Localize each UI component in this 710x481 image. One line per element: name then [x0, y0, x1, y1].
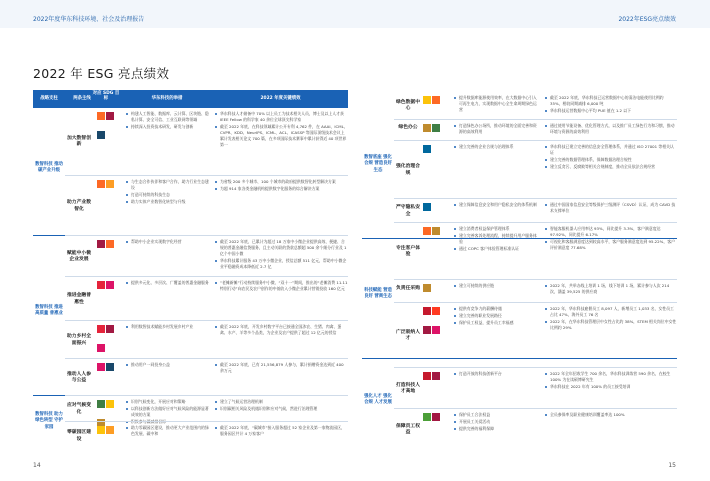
measures-list — [126, 324, 210, 331]
sdg-icons — [423, 227, 449, 246]
report-title: 2022年度华东科技环境、社会及治理报告 — [33, 16, 145, 23]
measure-item: 提供多元化、多层次、广覆盖的普惠金融服务 — [126, 280, 210, 286]
kpi-list — [545, 371, 677, 391]
kpi-item: 全员参保率及职业健康培训覆盖率达 100% — [545, 412, 677, 418]
table-row — [65, 276, 348, 320]
pillar-title: 科技赋能 营造良好 营商生态 — [364, 288, 392, 300]
row-label: 广泛吸纳人才 — [396, 329, 420, 342]
row-label: 负责任采购 — [396, 285, 420, 291]
sdg-icons — [423, 372, 449, 391]
sdg-icons — [97, 281, 121, 300]
sdg-icons — [97, 240, 121, 259]
measure-item: 持续深入投资技术研发，研发与创新 — [126, 124, 210, 130]
measures-list — [126, 239, 210, 246]
sdg9-icon — [97, 112, 105, 120]
sdg-icons — [423, 203, 449, 222]
measure-item: 提供完善的福利保障 — [454, 426, 540, 432]
sdg11-icon — [106, 180, 114, 188]
sdg8-icon — [432, 372, 440, 380]
right-kpi-table — [362, 92, 677, 449]
sdg16-icon — [423, 145, 431, 153]
kpi-list — [545, 144, 677, 171]
kpi-list — [545, 202, 677, 215]
sdg-icons — [97, 426, 121, 445]
sdg10-icon — [106, 281, 114, 289]
row-label: 严守隐私安全 — [396, 205, 420, 217]
sdg-icons — [423, 307, 449, 345]
sdg8-icon — [423, 326, 431, 334]
header-mainline: 两条主线 — [73, 96, 91, 101]
measure-item: 开展员工关爱活动 — [454, 419, 540, 425]
measure-item: 帮助中小企业实现数字化经营 — [126, 239, 210, 245]
kpi-item: 为省级 200 多个城市、100 个城市的政府提供数智化转型解决方案 — [215, 179, 348, 185]
kpi-item: 截至 2022 年底，开发乡村数字平台已接通全国涉农、生猪、肉禽、蛋禽、水产、羊等多个品类，为企业及农户提供了超过 12 亿元的授信 — [215, 324, 348, 336]
measures-list — [126, 179, 210, 206]
kpi-item: 建立反贪污、反腐败等相关合规制度，推动全员依法合规经营 — [545, 164, 677, 170]
sdg4-icon — [423, 372, 431, 380]
sdg10-icon — [97, 344, 105, 352]
kpi-item: 建立了气候运营治理机制 — [215, 399, 348, 405]
table-row — [65, 108, 348, 175]
kpi-list — [215, 280, 348, 293]
table-row — [394, 140, 677, 198]
measure-item: 以科技创新方法做好应对气候风险的能源显著成效的方案 — [126, 406, 210, 418]
sdg7-icon — [423, 96, 431, 104]
kpi-list — [215, 179, 348, 193]
row-label: 绿色办公 — [398, 124, 418, 130]
sdg8-icon — [106, 112, 114, 120]
measure-item: 建立可持续的供应链 — [454, 283, 540, 289]
sdg5-icon — [432, 307, 440, 315]
kpi-list — [215, 399, 348, 413]
kpi-item: 2022 年，共举办线上培训 1 场，线下培训 1 场，累计参与人次 214 次，涵盖 39,525 的供应商 — [545, 283, 677, 295]
header-kpi: 2022 年度关键绩效 — [260, 96, 301, 101]
row-label: 强化治理合规 — [396, 164, 420, 176]
sdg11-icon — [106, 426, 114, 434]
table-row — [394, 302, 677, 367]
measure-item: 利用数智技术赋能乡村发展乡村产业 — [126, 324, 210, 330]
table-row — [65, 395, 348, 425]
kpi-item: 华东科技已建立完善的信息安全管理体系，并通过 ISO 27001 等相关认证 — [545, 144, 677, 156]
row-label: 零碳园区建设 — [67, 430, 91, 442]
row-label: 赋能中小微企业发展 — [67, 250, 91, 263]
measure-item: 建立完善的企业合规与治理体系 — [454, 144, 540, 150]
table-row — [394, 119, 677, 140]
sdg7-icon — [97, 426, 105, 434]
kpi-item: 智能客服机器人应用率达 93%，同比提升 3.3%，客户满意度达 97.92%，同比提升 6.17% — [545, 226, 677, 238]
left-kpi-table — [33, 90, 348, 449]
page-number-right: 15 — [668, 462, 676, 469]
row-label: 推动人人参与公益 — [67, 371, 91, 384]
kpi-list — [215, 324, 348, 337]
section-title: 2022年ESG亮点绩效 — [618, 16, 676, 23]
measures-list — [454, 202, 540, 209]
sdg-icons — [423, 145, 449, 164]
sdg13-icon — [432, 124, 440, 132]
table-row — [65, 175, 348, 235]
kpi-list — [215, 239, 348, 271]
measure-item: 保护员工合法权益 — [454, 412, 540, 418]
measures-list — [126, 280, 210, 287]
kpi-item: 识别碳相关风险及机遇识别和应对气候，然进行治理管理 — [215, 406, 348, 412]
sdg-icons — [97, 363, 121, 382]
header-sdg: 对应 SDG 目标 — [92, 91, 120, 102]
table-row — [394, 198, 677, 222]
measure-item: 打造开放的科技创新平台 — [454, 371, 540, 377]
header-measures: 华东科技的举措 — [151, 96, 183, 101]
sdg7-icon — [106, 400, 114, 408]
pillar-title: 数智科技 推进高质量 普惠业 — [35, 305, 63, 317]
measures-list — [454, 123, 540, 136]
sdg1-icon — [97, 325, 105, 333]
table-row — [394, 222, 677, 279]
row-label: 打造科技人才高地 — [396, 382, 420, 395]
measure-item: 建立消费者权益保护管理体系 — [454, 226, 540, 232]
sdg9-icon — [432, 96, 440, 104]
sdg12-icon — [432, 227, 440, 235]
sdg4-icon — [423, 307, 431, 315]
measure-item: 提供有竞争力的薪酬待遇 — [454, 306, 540, 312]
measure-item: 通过 COPC 客户体验管理标准认证 — [454, 246, 540, 252]
pillar-title: 数智底座 强化合规 营造良好生态 — [364, 155, 392, 173]
kpi-list — [215, 111, 348, 149]
table-row — [65, 320, 348, 358]
sdg16-icon — [423, 203, 431, 211]
measure-item: 建立完善客诉处理流程，持续提升用户服务体验 — [454, 233, 540, 245]
pillar-title: 强化人才 强化合规 人才发展 — [364, 393, 392, 405]
measure-item: 打造可持续的科技生态 — [126, 192, 210, 198]
pillar-title: 数智科技 助力绿色转型 守护家园 — [35, 412, 63, 430]
page-title: 2022 年 ESG 亮点绩效 — [33, 66, 170, 81]
kpi-item: 可视化和客服满意度达到较高水平，客户服务满意度达到 95.22%，客户评价满意度 77.68% — [545, 239, 677, 251]
row-label: 应对气候变化 — [67, 403, 91, 415]
kpi-item: 为超 914 家各类金融机构提供数字化服务的综合解决方案 — [215, 186, 348, 192]
kpi-item: 通过中国国家信息安全等级保护三级测评（CSVD）认证，成为 CAVD 技术支撑单位 — [545, 202, 677, 214]
kpi-item: 截至 2022 年底，已有 21,556,879 人参与，累计捐赠资金达到近 400 余万元 — [215, 362, 348, 374]
sdg9-icon — [97, 180, 105, 188]
measures-list — [454, 95, 540, 114]
kpi-list — [545, 123, 677, 136]
row-label: 专注客户体验 — [396, 245, 420, 258]
sdg17-icon — [97, 131, 105, 139]
measure-item: 积极参与碳减排目标 — [126, 419, 210, 425]
kpi-list — [545, 412, 677, 419]
measure-item: 构建人工智能、数据库、云计算、区块链、隐私计算、安全可信、工业互联网等领域 — [126, 111, 210, 123]
measures-list — [126, 111, 210, 131]
measure-item: 与生态合作伙伴和客户合作，助力行业生态建设 — [126, 179, 210, 191]
kpi-item: 华东科技在 2022 年有 100% 的员工接受培训 — [545, 384, 677, 390]
sdg12-icon — [423, 284, 431, 292]
kpi-item: “老摊新摊”行动持续服务中小微、“双十一”期间，推出的“老摊消费 11.11 特别行动”向农民及农户创作的中低收入小微企业累计营销投放 160 亿元 — [215, 280, 348, 292]
kpi-item: 华东科技累计服务 43 万中小微企业，授信总额 511 亿元，帮助中小微企业平稳融资成本降低近 2.7 亿 — [215, 258, 348, 270]
kpi-list — [215, 425, 348, 438]
measures-list — [454, 306, 540, 327]
measure-item: 提升数据库能源使用效率，在大数据中心引入可再生电力，实现数据中心全生命周期绿色运营 — [454, 95, 540, 113]
sdg1-icon — [97, 281, 105, 289]
measures-list — [454, 412, 540, 433]
sdg-icons — [423, 96, 449, 115]
sdg-icons — [97, 180, 121, 199]
sdg-icons — [423, 413, 449, 432]
table-row — [394, 408, 677, 449]
measures-list — [454, 283, 540, 290]
kpi-item: 建立完善的数据管理体系，保障数据治理合规性 — [545, 157, 677, 163]
kpi-list — [545, 283, 677, 296]
table-row — [65, 358, 348, 395]
measures-list — [454, 144, 540, 151]
row-label: 加大数智创新 — [67, 135, 91, 148]
sdg10-icon — [97, 363, 105, 371]
page-number-left: 14 — [33, 462, 41, 469]
sdg8-icon — [106, 325, 114, 333]
measure-item: 打造绿色办公场所，推动环境的全面完善和资源的高效利用 — [454, 123, 540, 135]
sdg-icons — [423, 284, 449, 303]
measure-item: 助力实体产业数智化转型与升级 — [126, 199, 210, 205]
kpi-item: 截至 2022 年底，“碳城市”接入服务超过 52 家企业及第一家物流园区，服务园区共计 4 万家客户 — [215, 425, 348, 437]
sdg12-icon — [423, 124, 431, 132]
kpi-item: 2022 年，华东科技雇佣员工 8,097 人，新增员工 1,033 名，女性员工占比 47%，海外员工 76 名 — [545, 306, 677, 318]
kpi-item: 截至 2022 年底，华东科技已运营数据中心的清洁电能使用比例约 35%，相较同期减排 6,000 吨 — [545, 95, 677, 107]
sdg9-icon — [106, 240, 114, 248]
row-label: 助力产业数智化 — [67, 200, 91, 212]
table-row — [394, 367, 677, 408]
kpi-item: 2022 年，在华东科技管理层中女性占比约 38%，STEM 相关岗位中女性比例约 29% — [545, 319, 677, 331]
measure-item: 推动用户一同投身公益 — [126, 362, 210, 368]
table-row — [394, 92, 677, 119]
measures-list — [454, 226, 540, 253]
header-pillar: 战略支柱 — [40, 96, 58, 101]
kpi-item: 截至 2022 年底，已累计为超过 18 万家中小微企业提供高效、便捷、合规的普惠金融信贷服务，且主动关联的贷款总额超 500 余个细分行业及 1 亿个中国小微 — [215, 239, 348, 257]
row-label: 助力乡村全面振兴 — [67, 334, 91, 346]
sdg10-icon — [432, 326, 440, 334]
kpi-item: 华东科技运营数据中心平均 PUE 值在 1.2 以下 — [545, 108, 677, 114]
measures-list — [454, 371, 540, 378]
row-label: 推进金融普惠性 — [67, 293, 91, 305]
row-label: 保障员工权益 — [396, 423, 420, 436]
kpi-list — [545, 306, 677, 332]
table-header — [33, 90, 348, 108]
sdg-icons — [97, 112, 121, 150]
sdg13-icon — [97, 400, 105, 408]
measure-item: 建立保障信息安全和用户隐私安全的体系机制 — [454, 202, 540, 208]
kpi-item: 通过使用节能设备、优化管理方式，以及推广员工绿色行为和习惯，推动环境与资源的高效利用 — [545, 123, 677, 135]
measure-item: 助力零碳园区建设，推动更大产业范围内的绿色发展、碳中和 — [126, 425, 210, 437]
table-row — [394, 279, 677, 302]
kpi-list — [215, 362, 348, 375]
kpi-list — [545, 95, 677, 115]
measures-list — [126, 362, 210, 369]
sdg17-icon — [106, 363, 114, 371]
kpi-list — [545, 226, 677, 252]
kpi-item: 华东科技人才储备中 70% 以上员工为技术相关人员，博士及以上人才获 IEEE Fellow 的科学家 40 余位全球顶尖科学家 — [215, 111, 348, 123]
kpi-item: 2022 年全年招收学生 700 余名，华东科技训练营 590 余名，在校生 100% 为在读硕博研究生 — [545, 371, 677, 383]
measure-item: 识别气候变化，开展应对和策略 — [126, 399, 210, 405]
kpi-item: 截至 2022 年底，在科技领域累计公开专利 4,762 件，在 AAAI、ICML、CVPR、KDD、NeurIPS、ICML、ACL、ICASSP 等国际顶级技术会议上累计发表相关论文 700 篇，在多项国际技术赛事中累计获得近 40 项世界第一 — [215, 124, 348, 148]
sdg9-icon — [423, 227, 431, 235]
sdg8-icon — [432, 413, 440, 421]
sdg3-icon — [423, 413, 431, 421]
table-row — [65, 421, 348, 449]
measure-item: 建立完善的职业发展路径 — [454, 313, 540, 319]
table-row — [65, 235, 348, 276]
measures-list — [126, 425, 210, 438]
row-label: 绿色数据中心 — [396, 99, 420, 112]
measure-item: 保护员工权益，提升员工幸福感 — [454, 320, 540, 326]
sdg8-icon — [97, 240, 105, 248]
pillar-title: 数智科技 推动碳产业升级 — [35, 161, 63, 173]
